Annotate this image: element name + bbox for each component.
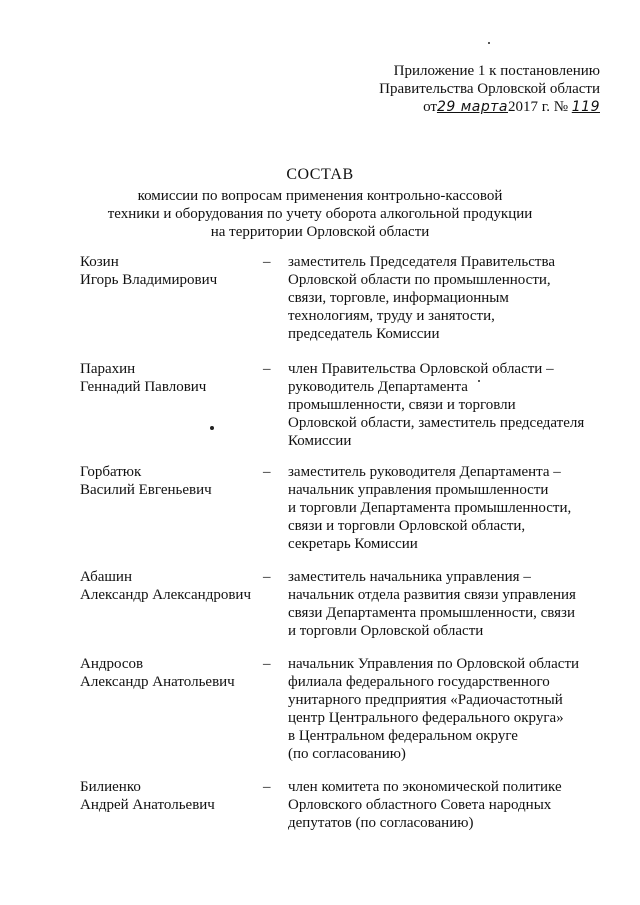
role-line: и торговли Департамента промышленности, [288,500,572,516]
role-line: связи, торговле, информационным [288,290,509,306]
member-dash: – [263,656,271,672]
role-line: руководитель Департамента [288,379,468,395]
document-title [60,166,580,241]
title-line-2: техники и оборудования по учету оборота алкогольной продукции [107,206,533,222]
role-line: начальник управления промышленности [288,482,549,498]
appendix-line-1: Приложение 1 к постановлению [393,63,600,79]
title-line-3: на территории Орловской области [210,224,430,240]
appendix-line-2: Правительства Орловской области [379,81,600,97]
member-role [288,568,598,640]
member-given-name: Василий Евгеньевич [80,482,212,498]
title-heading: СОСТАВ [286,166,354,183]
handwritten-number: 119 [571,99,600,115]
role-line: заместитель руководителя Департамента – [288,464,561,480]
member-name [80,655,260,691]
member-role [288,360,598,450]
member-name [80,360,260,396]
member-given-name: Геннадий Павлович [80,379,207,395]
role-line: член Правительства Орловской области – [288,361,554,377]
role-line: технологиям, труду и занятости, [288,308,495,324]
role-line: и торговли Орловской области [288,623,484,639]
member-name [80,253,260,289]
member-given-name: Игорь Владимирович [80,272,218,288]
member-role [288,463,598,553]
scan-speck [210,426,214,430]
role-line: промышленности, связи и торговли [288,397,516,413]
member-role [288,253,598,343]
member-role [288,778,598,832]
member-dash: – [263,569,271,585]
member-name [80,463,260,499]
member-dash: – [263,254,271,270]
role-line: председатель Комиссии [288,326,440,342]
member-given-name: Андрей Анатольевич [80,797,215,813]
role-line: Орловской области по промышленности, [288,272,551,288]
role-line: филиала федерального государственного [288,674,550,690]
member-given-name: Александр Александрович [80,587,251,603]
role-line: Комиссии [288,433,352,449]
member-surname: Абашин [80,569,132,585]
role-line: связи и торговли Орловской области, [288,518,526,534]
appendix-date-prefix: от [423,99,437,115]
member-surname: Горбатюк [80,464,142,480]
role-line: член комитета по экономической политике [288,779,562,795]
role-line: депутатов (по согласованию) [288,815,474,831]
role-line: (по согласованию) [288,746,406,762]
scan-speck [478,380,480,382]
member-dash: – [263,779,271,795]
scan-speck [488,42,490,44]
handwritten-date: 29 марта [436,99,508,115]
role-line: Орловского областного Совета народных [288,797,552,813]
appendix-year: 2017 г. № [507,99,569,115]
member-surname: Андросов [80,656,144,672]
appendix-line-3 [340,98,600,116]
member-surname: Козин [80,254,119,270]
role-line: центр Центрального федерального округа» [288,710,564,726]
member-name [80,778,260,814]
role-line: Орловской области, заместитель председателя [288,415,585,431]
role-line: заместитель Председателя Правительства [288,254,556,270]
role-line: секретарь Комиссии [288,536,418,552]
member-role [288,655,598,763]
member-given-name: Александр Анатольевич [80,674,235,690]
role-line: в Центральном федеральном округе [288,728,518,744]
member-surname: Парахин [80,361,136,377]
role-line: заместитель начальника управления – [288,569,531,585]
role-line: начальник отдела развития связи управления [288,587,576,603]
role-line: унитарного предприятия «Радиочастотный [288,692,563,708]
member-surname: Билиенко [80,779,141,795]
role-line: связи Департамента промышленности, связи [288,605,575,621]
member-dash: – [263,464,271,480]
member-name [80,568,260,604]
appendix-header [340,62,600,116]
role-line: начальник Управления по Орловской области [288,656,580,672]
member-dash: – [263,361,271,377]
title-line-1: комиссии по вопросам применения контрольно-кассовой [137,188,503,204]
